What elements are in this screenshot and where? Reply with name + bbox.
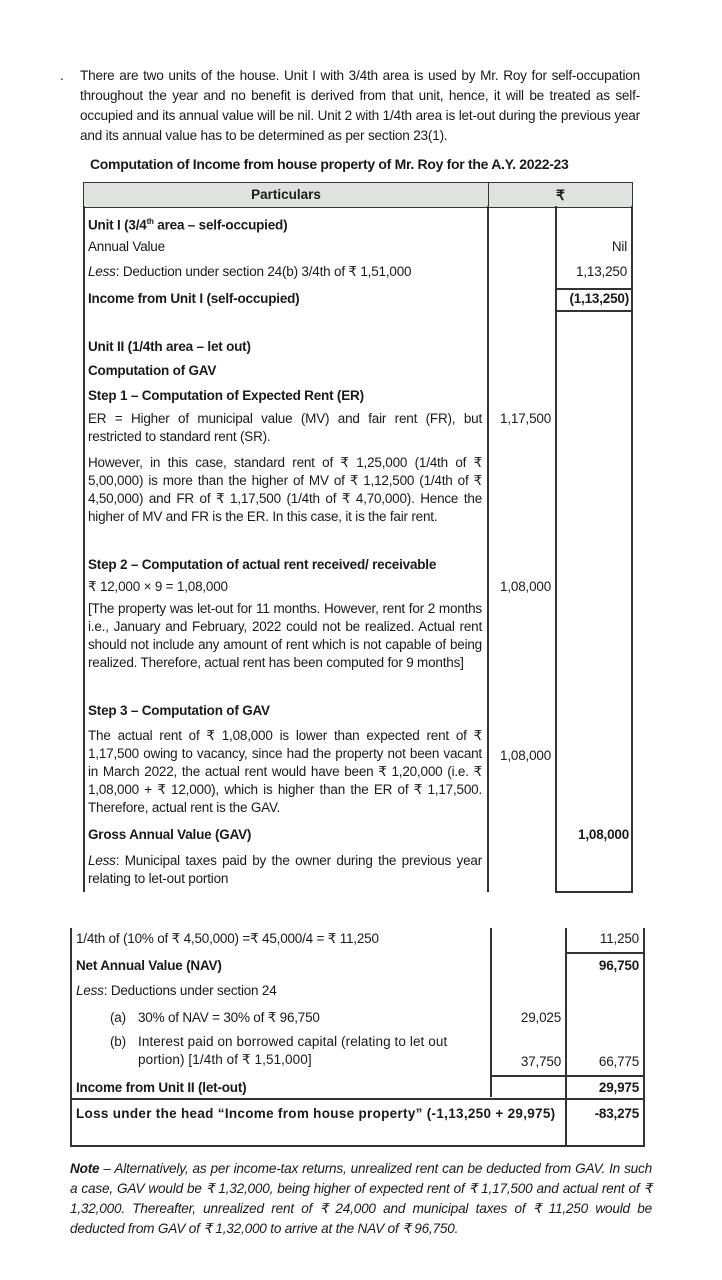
- header-rupee: ₹: [556, 187, 565, 203]
- step3-explanation: The actual rent of ₹ 1,08,000 is lower than expected rent of ₹ 1,17,500 owing to vacancy, since had the property not been vacant in March 2022, the actual rent would have been ₹ 1,20,000 (i.e. ₹ 1,08,000 + ₹ 12,000), which is higher than the ER of ₹ 1,17,500. Therefore, actual rent is the GAV.: [88, 728, 482, 815]
- table1-inner-divider: [555, 206, 557, 892]
- unit1-deduction-label: Less: Deduction under section 24(b) 3/4th of ₹ 1,51,000: [88, 264, 412, 279]
- unit1-heading: Unit I (3/4th area – self-occupied): [88, 217, 288, 233]
- deduction-a-label: 30% of NAV = 30% of ₹ 96,750: [138, 1010, 320, 1025]
- gav-value: 1,08,000: [578, 827, 629, 842]
- table2-right-border: [643, 928, 645, 1146]
- step2-value: 1,08,000: [500, 579, 551, 594]
- section24-deductions-label: Less: Deductions under section 24: [76, 983, 277, 998]
- note-text: Alternatively, as per income-tax returns, unrealized rent can be deducted from GAV. In such a case, GAV would be ₹ 1,32,000, being higher of expected rent of ₹ 1,17,500 and actual rent of ₹ 1,32,000. Thereafter, unrealized rent of ₹ 24,000 and municipal taxes of ₹ 11,250 would be deducted from GAV of ₹ 1,32,000 to arrive at the NAV of ₹ 96,750.: [70, 1161, 652, 1236]
- nav-value: 96,750: [598, 958, 639, 973]
- municipal-tax-label: Less: Municipal taxes paid by the owner during the previous year relating to let-out portion: [88, 853, 482, 886]
- unit1-income-value: (1,13,250): [569, 291, 629, 306]
- table2-col-divider: [490, 928, 492, 1097]
- table1-col-divider: [487, 206, 489, 892]
- step2-heading: Step 2 – Computation of actual rent received/ receivable: [88, 557, 437, 572]
- deduction-total-rule: [490, 1075, 645, 1077]
- deduction-a-value: 29,025: [520, 1010, 561, 1025]
- table2-left-border: [70, 928, 72, 1146]
- step3-value: 1,08,000: [500, 748, 551, 763]
- table-header: [83, 182, 633, 208]
- unit1-deduction-value: 1,13,250: [576, 264, 627, 279]
- deduction-b-label: Interest paid on borrowed capital (relating to let out portion) [1/4th of ₹ 1,51,000]: [138, 1034, 448, 1067]
- nav-label: Net Annual Value (NAV): [76, 958, 222, 973]
- intro-paragraph: [60, 66, 640, 146]
- total-loss-value: -83,275: [594, 1106, 639, 1121]
- bullet-marker: .: [60, 68, 64, 83]
- unit2-heading: Unit II (1/4th area – let out): [88, 339, 251, 354]
- deduction-b-marker: (b): [110, 1034, 126, 1049]
- table2-bottom-border: [70, 1145, 645, 1147]
- note-label: Note: [70, 1161, 100, 1176]
- municipal-subtotal-rule: [565, 952, 645, 954]
- municipal-tax-calculation: 1/4th of (10% of ₹ 4,50,000) =₹ 45,000/4 = ₹ 11,250: [76, 931, 379, 946]
- step1-heading: Step 1 – Computation of Expected Rent (ER): [88, 388, 364, 403]
- table1-left-border: [83, 206, 85, 892]
- step2-explanation: [The property was let-out for 11 months. However, rent for 2 months i.e., January and February, 2022 could not be realized. Actual rent should not include any amount of rent which is not capable of being realized. Therefore, actual rent has been computed for 9 months]: [88, 601, 482, 670]
- table1-right-border: [631, 206, 633, 892]
- unit1-annual-value-label: Annual Value: [88, 239, 165, 254]
- gav-computation-heading: Computation of GAV: [88, 363, 217, 378]
- gav-label: Gross Annual Value (GAV): [88, 827, 252, 842]
- total-loss-label: Loss under the head “Income from house property” (-1,13,250 + 29,975): [76, 1106, 556, 1121]
- header-particulars: Particulars: [84, 183, 489, 207]
- unit1-subtotal-bottom-rule: [555, 310, 633, 312]
- municipal-tax-value: 11,250: [599, 931, 639, 946]
- step1-value: 1,17,500: [500, 411, 551, 426]
- step2-calculation: ₹ 12,000 × 9 = 1,08,000: [88, 579, 228, 594]
- note-paragraph: Note – Alternatively, as per income-tax returns, unrealized rent can be deducted from GAV. In such a case, GAV would be ₹ 1,32,000, being higher of expected rent of ₹ 1,17,500 and actual rent of ₹ 1,32,000. Thereafter, unrealized rent of ₹ 24,000 and municipal taxes of ₹ 11,250 would be deducted from GAV of ₹ 1,32,000 to arrive at the NAV of ₹ 96,750.: [70, 1161, 652, 1236]
- table2-inner-divider: [565, 928, 567, 1146]
- deduction-a-marker: (a): [110, 1010, 126, 1025]
- table-title: Computation of Income from house property of Mr. Roy for the A.Y. 2022-23: [90, 156, 569, 172]
- unit1-income-label: Income from Unit I (self-occupied): [88, 291, 300, 306]
- gav-box-bottom-rule: [555, 891, 633, 893]
- step1-explanation: However, in this case, standard rent of ₹ 1,25,000 (1/4th of ₹ 5,00,000) is more than the higher of MV of ₹ 1,12,500 (1/4th of ₹ 4,50,000) and FR of ₹ 1,17,500 (1/4th of ₹ 4,70,000). Hence the higher of MV and FR is the ER. In this case, it is the fair rent.: [88, 455, 482, 524]
- intro-text: There are two units of the house. Unit I with 3/4th area is used by Mr. Roy for self-occupation throughout the year and no benefit is derived from that unit, hence, it will be treated as self-occupied and its annual value will be nil. Unit 2 with 1/4th area is let-out during the previous year and its annual value has to be determined as per section 23(1).: [80, 68, 640, 143]
- step3-heading: Step 3 – Computation of GAV: [88, 703, 270, 718]
- unit2-income-bottom-rule: [70, 1098, 645, 1100]
- unit1-annual-value: Nil: [611, 239, 627, 254]
- unit2-income-label: Income from Unit II (let-out): [76, 1080, 247, 1095]
- unit2-income-value: 29,975: [598, 1080, 639, 1095]
- deduction-b-value: 37,750: [520, 1054, 561, 1069]
- step1-text: ER = Higher of municipal value (MV) and fair rent (FR), but restricted to standard rent (SR).: [88, 411, 482, 444]
- deductions-total-value: 66,775: [598, 1054, 639, 1069]
